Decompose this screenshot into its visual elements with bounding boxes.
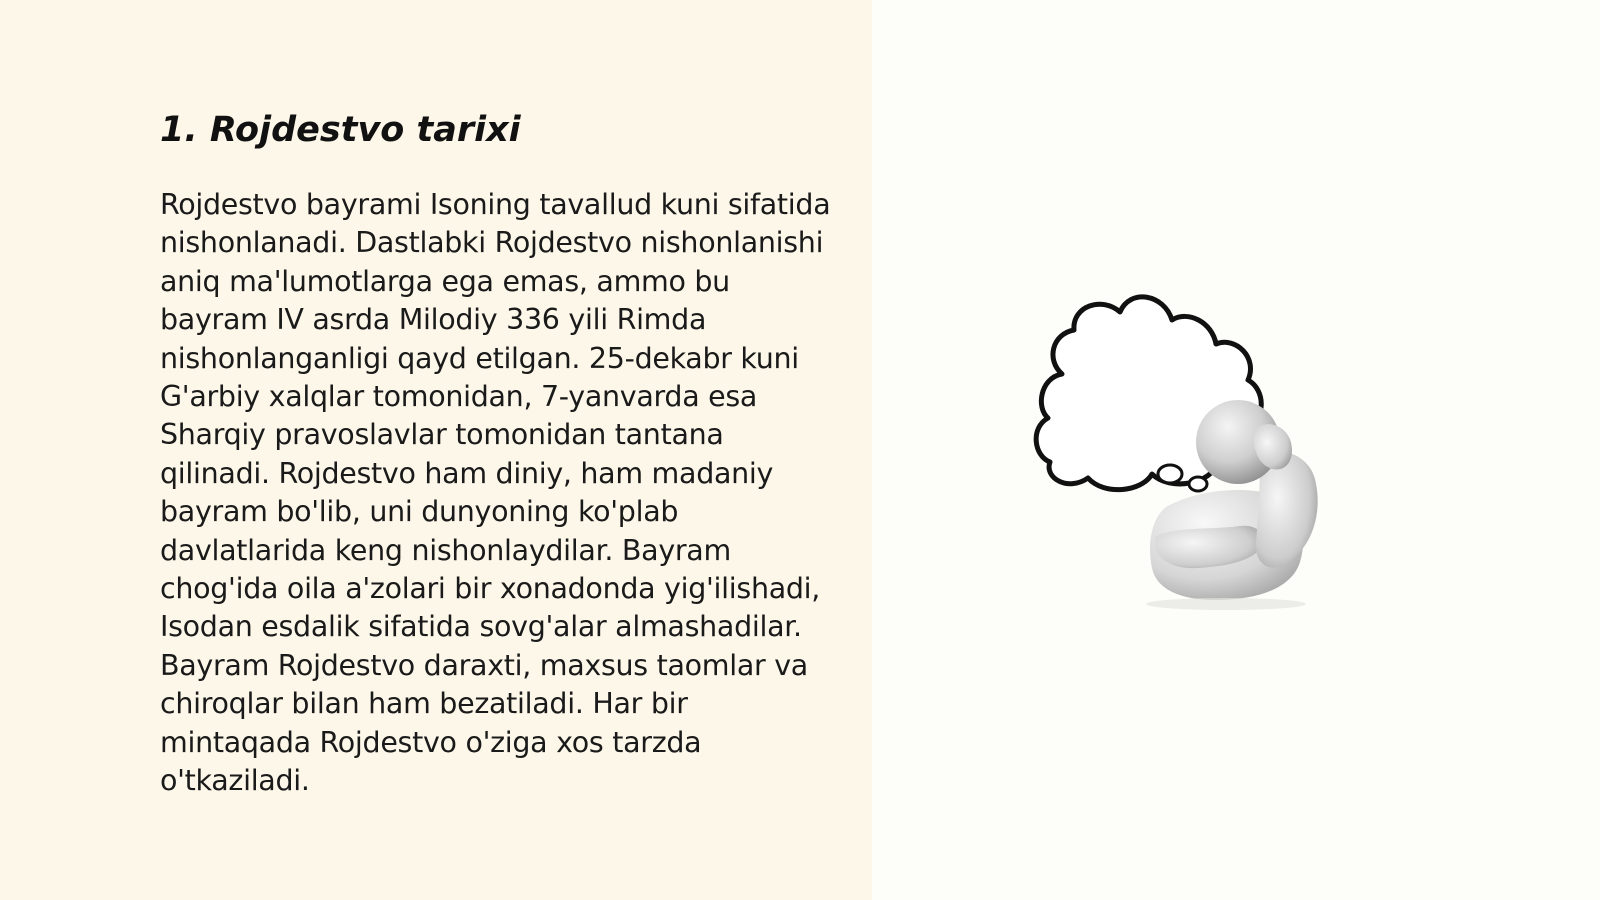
thinking-person-illustration [1030, 278, 1350, 618]
thinking-person-icon [1030, 278, 1350, 618]
thought-bubble-large [1158, 465, 1182, 483]
thought-bubble-small [1189, 477, 1207, 491]
figure-shadow [1146, 598, 1306, 610]
slide-title: 1. Rojdestvo tarixi [160, 110, 521, 150]
slide-body-text: Rojdestvo bayrami Isoning tavallud kuni sifatida nishonlanadi. Dastlabki Rojdestvo nishonlanishi aniq ma'lumotlarga ega emas, ammo bu bayram IV asrda Milodiy 336 yili Rimda nishonlanganligi qayd etilgan. 25-dekabr kuni G'arbiy xalqlar tomonidan, 7-yanvarda esa Sharqiy pravoslavlar tomonidan tantana qilinadi. Rojdestvo ham diniy, ham madaniy bayram bo'lib, uni dunyoning ko'plab davlatlarida keng nishonlaydilar. Bayram chog'ida oila a'zolari bir xonadonda yig'ilishadi, Isodan esdalik sifatida sovg'alar almashadilar. Bayram Rojdestvo daraxti, maxsus taomlar va chiroqlar bilan ham bezatiladi. Har bir mintaqada Rojdestvo o'ziga xos tarzda o'tkaziladi. [160, 188, 831, 798]
